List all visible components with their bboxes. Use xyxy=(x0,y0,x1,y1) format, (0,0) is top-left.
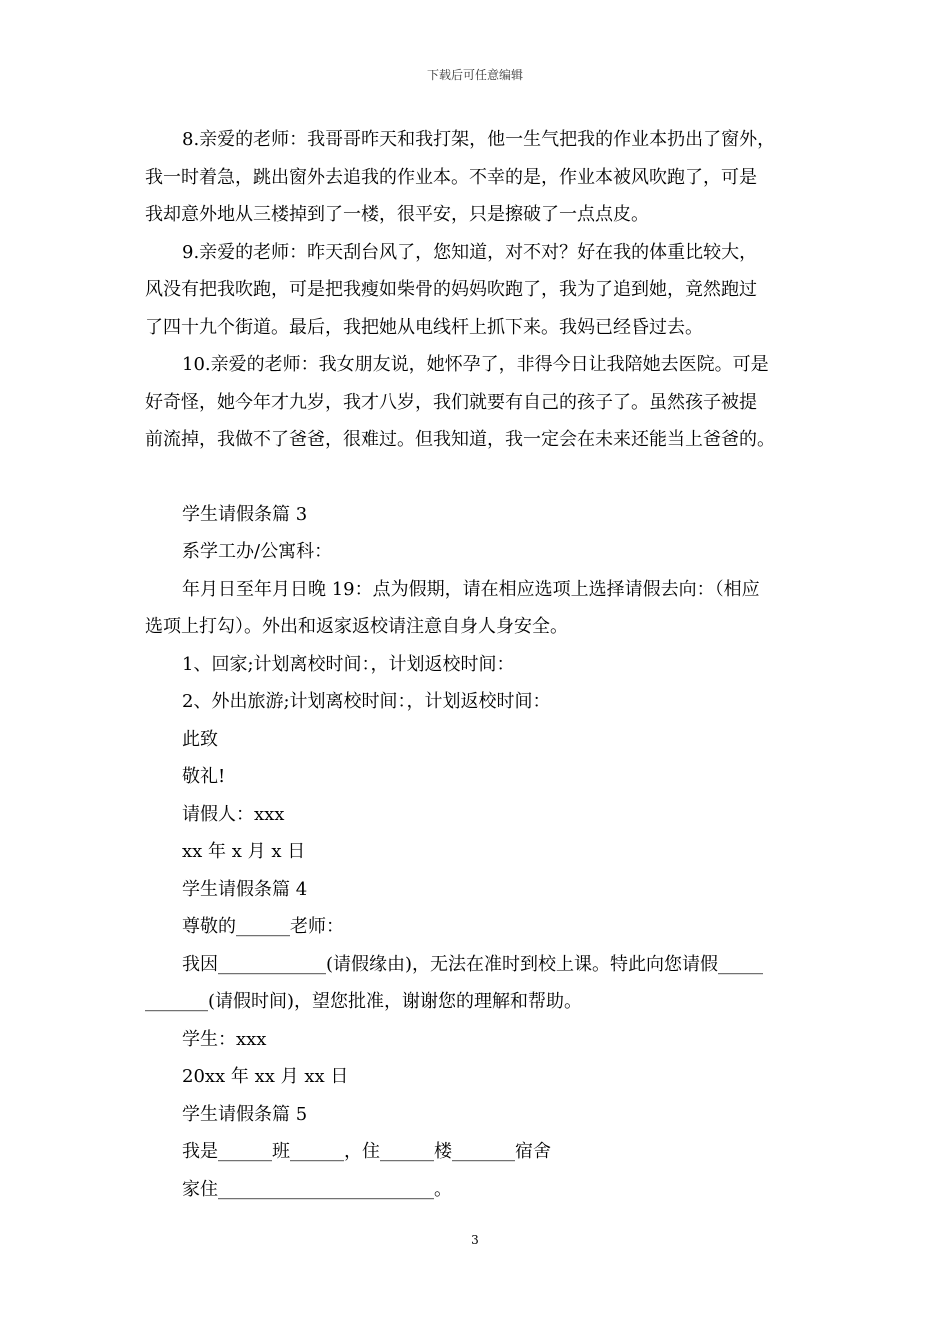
paragraph-line: 好奇怪，她今年才九岁，我才八岁，我们就要有自己的孩子了。虽然孩子被提 xyxy=(145,391,757,413)
date-line: xx 年 x 月 x 日 xyxy=(182,841,306,862)
salutation-line: 尊敬的______老师： xyxy=(182,916,344,937)
section-title: 学生请假条篇 3 xyxy=(182,503,308,525)
body-line: 选项上打勾）。外出和返家返校请注意自身人身安全。 xyxy=(145,616,568,637)
paragraph-line: 了四十九个街道。最后，我把她从电线杆上抓下来。我妈已经昏过去。 xyxy=(145,316,703,338)
form-line: 我是______班______，住______楼_______宿舍 xyxy=(182,1141,551,1162)
section-title: 学生请假条篇 5 xyxy=(182,1103,308,1125)
body-line: _______(请假时间)，望您批准，谢谢您的理解和帮助。 xyxy=(145,991,583,1012)
paragraph-line: 8.亲爱的老师：我哥哥昨天和我打架，他一生气把我的作业本扔出了窗外， xyxy=(182,129,776,150)
recipient-line: 系学工办/公寓科： xyxy=(182,541,333,562)
closing-line: 敬礼! xyxy=(182,766,226,787)
option-line: 2、外出旅游;计划离校时间：，计划返校时间： xyxy=(182,691,551,712)
student-line: 学生：xxx xyxy=(182,1028,267,1050)
applicant-line: 请假人：xxx xyxy=(182,803,285,825)
blank-line xyxy=(145,459,815,496)
paragraph-line: 风没有把我吹跑，可是把我瘦如柴骨的妈妈吹跑了，我为了追到她，竟然跑过 xyxy=(145,279,757,300)
paragraph-9 xyxy=(145,234,815,347)
section-4 xyxy=(145,871,815,1096)
paragraph-line: 我一时着急，跳出窗外去追我的作业本。不幸的是，作业本被风吹跑了，可是 xyxy=(145,166,757,188)
page-header: 下载后可任意编辑 xyxy=(426,68,523,82)
body-line: 年月日至年月日晚 19：点为假期，请在相应选项上选择请假去向：（相应 xyxy=(182,578,760,600)
section-3 xyxy=(145,496,815,871)
closing-line: 此致 xyxy=(182,728,218,750)
form-line: 家住________________________。 xyxy=(182,1178,452,1200)
section-title: 学生请假条篇 4 xyxy=(182,878,308,900)
date-line: 20xx 年 xx 月 xx 日 xyxy=(182,1066,349,1087)
page-number: 3 xyxy=(471,1233,479,1247)
paragraph-line: 我却意外地从三楼掉到了一楼，很平安，只是擦破了一点点皮。 xyxy=(145,204,649,225)
option-line: 1、回家;计划离校时间：，计划返校时间： xyxy=(182,653,515,675)
paragraph-line: 9.亲爱的老师：昨天刮台风了，您知道，对不对？好在我的体重比较大， xyxy=(182,241,758,263)
paragraph-10 xyxy=(145,346,815,459)
paragraph-line: 10.亲爱的老师：我女朋友说，她怀孕了，非得今日让我陪她去医院。可是 xyxy=(182,354,769,375)
section-5 xyxy=(145,1096,815,1209)
paragraph-line: 前流掉，我做不了爸爸，很难过。但我知道，我一定会在未来还能当上爸爸的。 xyxy=(145,429,775,450)
body-line: 我因____________(请假缘由)，无法在准时到校上课。特此向您请假_____ xyxy=(182,953,764,975)
paragraph-8 xyxy=(145,121,815,234)
document-body xyxy=(145,121,815,1208)
